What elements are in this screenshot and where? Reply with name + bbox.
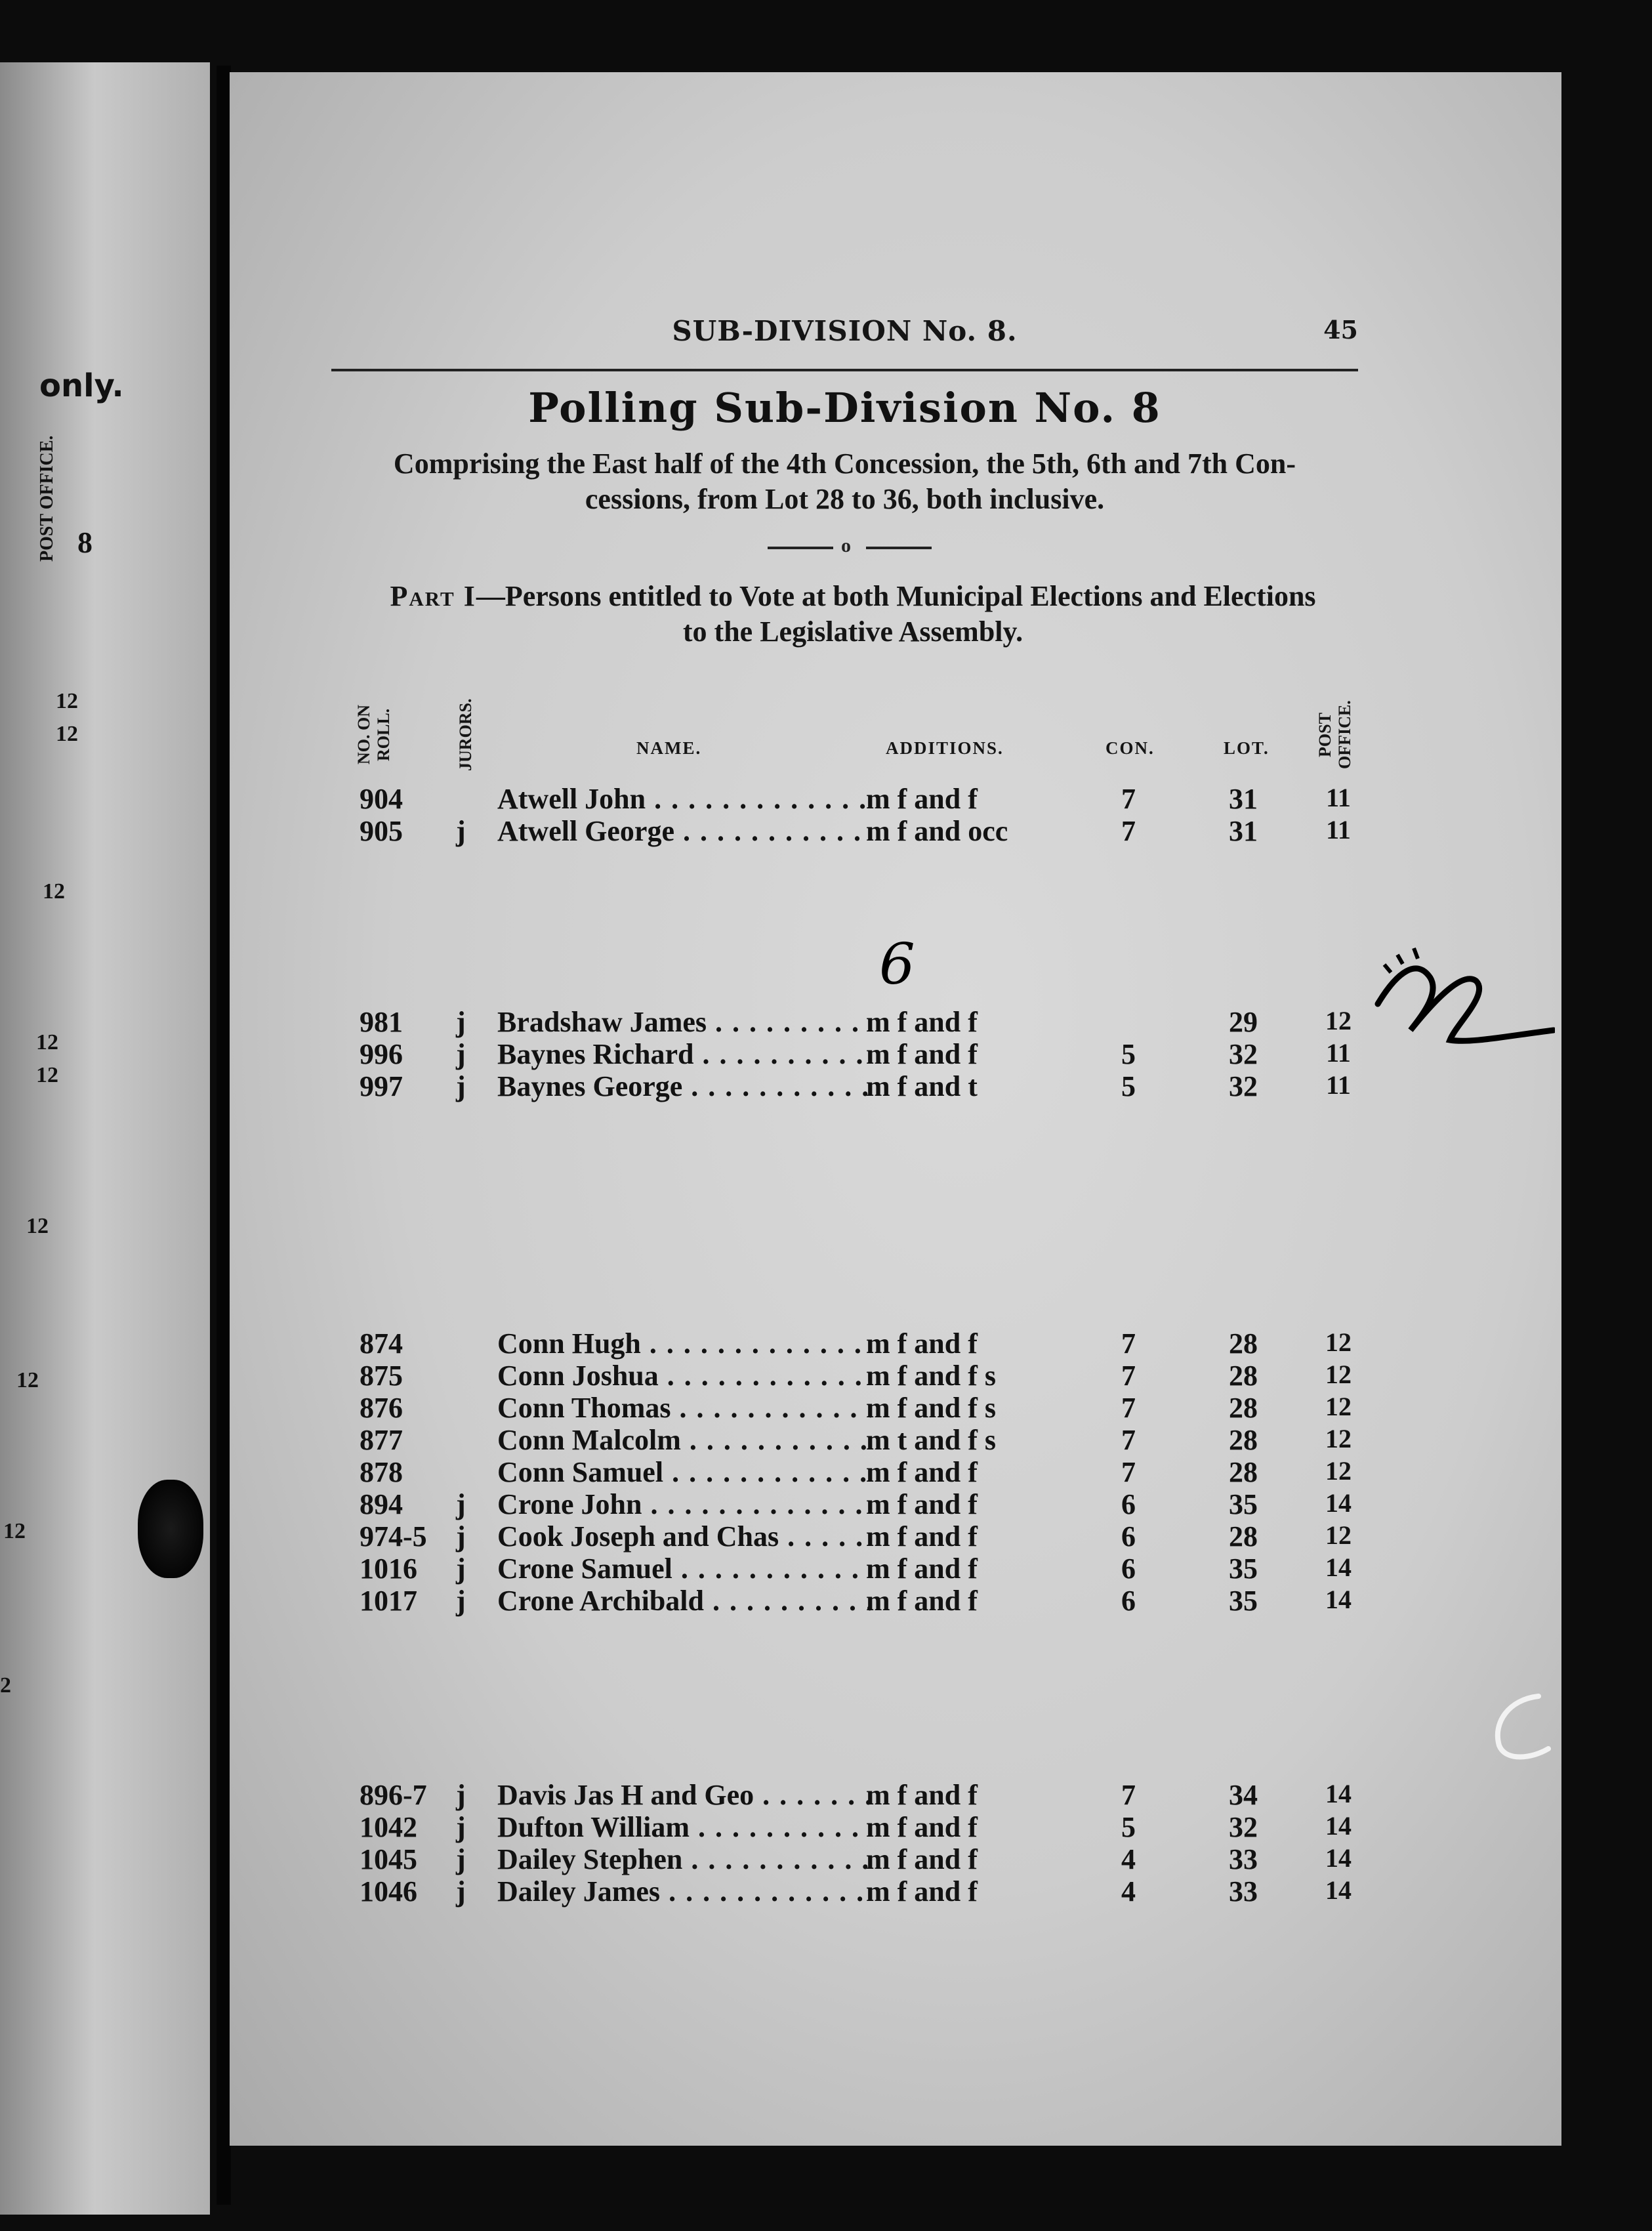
column-header-con: CON. bbox=[1105, 738, 1155, 758]
roll-number: 896-7 bbox=[360, 1779, 427, 1811]
handwritten-scribble-mark bbox=[1358, 919, 1555, 1089]
handwritten-con-correction: 6 bbox=[879, 932, 915, 997]
left-page-number: 2 bbox=[0, 1673, 11, 1698]
voter-additions: m f and f bbox=[866, 1520, 978, 1553]
document-page bbox=[230, 72, 1561, 2146]
voter-post-office: 14 bbox=[1325, 1811, 1352, 1841]
voter-lot: 28 bbox=[1229, 1456, 1258, 1488]
voter-con: 6 bbox=[1121, 1553, 1136, 1585]
voter-row bbox=[230, 1391, 1561, 1424]
voter-lot: 28 bbox=[1229, 1520, 1258, 1553]
voter-con: 6 bbox=[1121, 1585, 1136, 1617]
voter-con: 7 bbox=[1121, 1392, 1136, 1424]
subtitle-line: Comprising the East half of the 4th Concession, the 5th, 6th and 7th Con- bbox=[393, 448, 1296, 480]
voter-con: 6 bbox=[1121, 1488, 1136, 1520]
voter-name: Crone John . . . bbox=[497, 1488, 871, 1521]
roll-number: 996 bbox=[360, 1038, 403, 1070]
voter-row bbox=[230, 1423, 1561, 1456]
roll-number: 1016 bbox=[360, 1553, 417, 1585]
voter-name: Crone Archibald . . . bbox=[497, 1584, 871, 1617]
left-page-number: 12 bbox=[36, 1063, 58, 1087]
running-header bbox=[331, 315, 1358, 361]
voter-con: 4 bbox=[1121, 1843, 1136, 1875]
left-page-number: 12 bbox=[36, 1030, 58, 1054]
voter-name: Dufton William . . . bbox=[497, 1810, 871, 1844]
part-heading-line: to the Legislative Assembly. bbox=[682, 615, 1023, 648]
binding-clip bbox=[138, 1480, 203, 1578]
column-header-post-office: POST OFFICE. bbox=[1315, 700, 1354, 770]
voter-row bbox=[230, 1552, 1561, 1585]
voter-post-office: 14 bbox=[1325, 1875, 1352, 1905]
voter-row bbox=[230, 1327, 1561, 1360]
voter-post-office: 12 bbox=[1325, 1360, 1352, 1389]
roll-number: 894 bbox=[360, 1488, 403, 1520]
voter-lot: 34 bbox=[1229, 1779, 1258, 1811]
roll-number: 874 bbox=[360, 1327, 403, 1360]
voter-post-office: 14 bbox=[1325, 1553, 1352, 1582]
voter-lot: 28 bbox=[1229, 1392, 1258, 1424]
voter-con: 7 bbox=[1121, 1360, 1136, 1392]
roll-number: 875 bbox=[360, 1360, 403, 1392]
voter-row bbox=[230, 1359, 1561, 1392]
voter-con: 7 bbox=[1121, 1327, 1136, 1360]
column-header-lot: LOT. bbox=[1224, 738, 1270, 758]
voter-lot: 35 bbox=[1229, 1585, 1258, 1617]
column-header-no-on-roll: NO. ON ROLL. bbox=[354, 705, 393, 765]
left-page-number: 12 bbox=[43, 879, 65, 904]
voter-additions: m f and f bbox=[866, 1488, 978, 1520]
voter-name: Dailey James . . . bbox=[497, 1875, 871, 1908]
voter-lot: 32 bbox=[1229, 1811, 1258, 1843]
voter-lot: 28 bbox=[1229, 1360, 1258, 1392]
voter-lot: 33 bbox=[1229, 1843, 1258, 1875]
voter-post-office: 11 bbox=[1326, 1038, 1351, 1068]
juror-mark: j bbox=[456, 1488, 466, 1520]
juror-mark: j bbox=[456, 1779, 466, 1811]
voter-row bbox=[230, 1778, 1561, 1811]
book-spine-gutter bbox=[217, 66, 231, 2205]
roll-number: 905 bbox=[360, 815, 403, 847]
voter-additions: m f and f bbox=[866, 1585, 978, 1617]
voter-con: 7 bbox=[1121, 1424, 1136, 1456]
juror-mark: j bbox=[456, 1811, 466, 1843]
voter-additions: m f and f bbox=[866, 1843, 978, 1875]
voter-post-office: 11 bbox=[1326, 783, 1351, 812]
part-heading bbox=[328, 579, 1378, 650]
left-page-number: 12 bbox=[26, 1214, 49, 1238]
voter-con: 5 bbox=[1121, 1070, 1136, 1102]
ornament-center: o bbox=[841, 535, 851, 556]
juror-mark: j bbox=[456, 1875, 466, 1908]
roll-number: 1042 bbox=[360, 1811, 417, 1843]
voter-lot: 28 bbox=[1229, 1327, 1258, 1360]
roll-number: 878 bbox=[360, 1456, 403, 1488]
voter-name: Cook Joseph and Chas . . . bbox=[497, 1520, 871, 1553]
handwritten-c-mark bbox=[1476, 1686, 1561, 1772]
voter-additions: m f and f bbox=[866, 1006, 978, 1038]
voter-lot: 32 bbox=[1229, 1070, 1258, 1102]
voter-post-office: 12 bbox=[1325, 1392, 1352, 1421]
voter-additions: m f and f bbox=[866, 1456, 978, 1488]
juror-mark: j bbox=[456, 1843, 466, 1875]
voter-additions: m f and f bbox=[866, 1779, 978, 1811]
juror-mark: j bbox=[456, 1070, 466, 1102]
voter-con: 6 bbox=[1121, 1520, 1136, 1553]
column-header-additions: ADDITIONS. bbox=[886, 738, 1004, 758]
voter-post-office: 12 bbox=[1325, 1520, 1352, 1550]
voter-row bbox=[230, 782, 1561, 815]
ornament-bar-left bbox=[768, 547, 833, 549]
roll-number: 1017 bbox=[360, 1585, 417, 1617]
juror-mark: j bbox=[456, 1553, 466, 1585]
part-text: —Persons entitled to Vote at both Municipal Elections and Elections bbox=[476, 580, 1316, 612]
voter-lot: 29 bbox=[1229, 1006, 1258, 1038]
left-page-number: 12 bbox=[56, 689, 78, 713]
left-page-number: 12 bbox=[56, 722, 78, 746]
voter-lot: 31 bbox=[1229, 783, 1258, 815]
voter-additions: m f and t bbox=[866, 1070, 978, 1102]
voter-name: Baynes George . . . bbox=[497, 1070, 871, 1103]
column-header-jurors: JURORS. bbox=[456, 698, 475, 772]
part-label: Part I bbox=[390, 580, 476, 612]
voter-name: Conn Thomas . . . bbox=[497, 1391, 871, 1425]
voter-post-office: 12 bbox=[1325, 1424, 1352, 1453]
roll-number: 876 bbox=[360, 1392, 403, 1424]
voter-row bbox=[230, 1455, 1561, 1488]
voter-con bbox=[1112, 1005, 1145, 1039]
roll-number: 1045 bbox=[360, 1843, 417, 1875]
header-rule bbox=[331, 369, 1358, 371]
voter-name: Davis Jas H and Geo . . . bbox=[497, 1778, 871, 1812]
part-heading-line bbox=[328, 579, 1378, 614]
juror-mark: j bbox=[456, 1520, 466, 1553]
left-page-post-office-label: POST OFFICE. bbox=[37, 435, 57, 562]
voter-lot: 33 bbox=[1229, 1875, 1258, 1908]
juror-mark: j bbox=[456, 1038, 466, 1070]
voter-name: Dailey Stephen . . . bbox=[497, 1843, 871, 1876]
juror-mark: j bbox=[456, 1585, 466, 1617]
voter-row bbox=[230, 1843, 1561, 1875]
voter-additions: m f and occ bbox=[866, 815, 1008, 847]
voter-con: 7 bbox=[1121, 1456, 1136, 1488]
voter-post-office: 14 bbox=[1325, 1585, 1352, 1614]
page-number: 45 bbox=[1323, 315, 1358, 344]
voter-additions: m f and f bbox=[866, 1038, 978, 1070]
running-title: SUB-DIVISION No. 8. bbox=[672, 315, 1018, 347]
roll-number: 997 bbox=[360, 1070, 403, 1102]
voter-post-office: 11 bbox=[1326, 815, 1351, 844]
voter-name: Conn Samuel . . . bbox=[497, 1455, 871, 1489]
voter-name: Conn Malcolm . . . bbox=[497, 1423, 871, 1457]
voter-name: Atwell George . . . bbox=[497, 814, 871, 848]
voter-con: 4 bbox=[1121, 1875, 1136, 1908]
roll-number: 904 bbox=[360, 783, 403, 815]
voter-additions: m f and f bbox=[866, 1327, 978, 1360]
ornament-bar-right bbox=[866, 547, 932, 549]
column-header-name: NAME. bbox=[636, 738, 702, 758]
page-title: Polling Sub-Division No. 8 bbox=[528, 384, 1161, 432]
roll-number: 1046 bbox=[360, 1875, 417, 1908]
voter-additions: m f and f bbox=[866, 1811, 978, 1843]
voter-post-office: 14 bbox=[1325, 1488, 1352, 1518]
voter-name: Crone Samuel . . . bbox=[497, 1552, 871, 1585]
voter-con: 7 bbox=[1121, 815, 1136, 847]
voter-additions: m f and f bbox=[866, 783, 978, 815]
left-page-number: 12 bbox=[16, 1368, 39, 1392]
voter-name: Conn Hugh . . . bbox=[497, 1327, 871, 1360]
voter-row bbox=[230, 1875, 1561, 1908]
voter-post-office: 12 bbox=[1325, 1327, 1352, 1357]
voter-row bbox=[230, 1810, 1561, 1843]
voter-name: Atwell John . . . bbox=[497, 782, 871, 816]
voter-post-office: 12 bbox=[1325, 1006, 1352, 1035]
voter-con: 7 bbox=[1121, 783, 1136, 815]
subtitle-line: cessions, from Lot 28 to 36, both inclusive. bbox=[585, 483, 1105, 515]
voter-lot: 31 bbox=[1229, 815, 1258, 847]
roll-number: 877 bbox=[360, 1424, 403, 1456]
voter-additions: m f and f s bbox=[866, 1392, 997, 1424]
left-page-post-office-number: 8 bbox=[77, 526, 93, 559]
voter-lot: 35 bbox=[1229, 1553, 1258, 1585]
juror-mark: j bbox=[456, 815, 466, 847]
voter-additions: m f and f s bbox=[866, 1360, 997, 1392]
left-page-number: 12 bbox=[3, 1519, 26, 1543]
left-page-edge-text: only. bbox=[39, 367, 124, 404]
voter-post-office: 12 bbox=[1325, 1456, 1352, 1486]
voter-con: 5 bbox=[1121, 1038, 1136, 1070]
voter-row bbox=[230, 1584, 1561, 1617]
ornament-divider bbox=[768, 535, 932, 561]
voter-lot: 35 bbox=[1229, 1488, 1258, 1520]
juror-mark: j bbox=[456, 1006, 466, 1038]
voter-lot: 32 bbox=[1229, 1038, 1258, 1070]
roll-number: 974-5 bbox=[360, 1520, 427, 1553]
voter-post-office: 14 bbox=[1325, 1843, 1352, 1873]
voter-post-office: 11 bbox=[1326, 1070, 1351, 1100]
voter-con: 5 bbox=[1121, 1811, 1136, 1843]
voter-additions: m f and f bbox=[866, 1875, 978, 1908]
voter-additions: m f and f bbox=[866, 1553, 978, 1585]
voter-post-office: 14 bbox=[1325, 1779, 1352, 1808]
voter-row bbox=[230, 814, 1561, 847]
voter-row bbox=[230, 1520, 1561, 1553]
subtitle bbox=[315, 446, 1374, 517]
voter-con: 7 bbox=[1121, 1779, 1136, 1811]
voter-name: Baynes Richard . . . bbox=[497, 1037, 871, 1071]
voter-name: Bradshaw James . . . bbox=[497, 1005, 871, 1039]
voter-additions: m t and f s bbox=[866, 1424, 997, 1456]
voter-row bbox=[230, 1488, 1561, 1520]
voter-lot: 28 bbox=[1229, 1424, 1258, 1456]
voter-name: Conn Joshua . . . bbox=[497, 1359, 871, 1392]
roll-number: 981 bbox=[360, 1006, 403, 1038]
